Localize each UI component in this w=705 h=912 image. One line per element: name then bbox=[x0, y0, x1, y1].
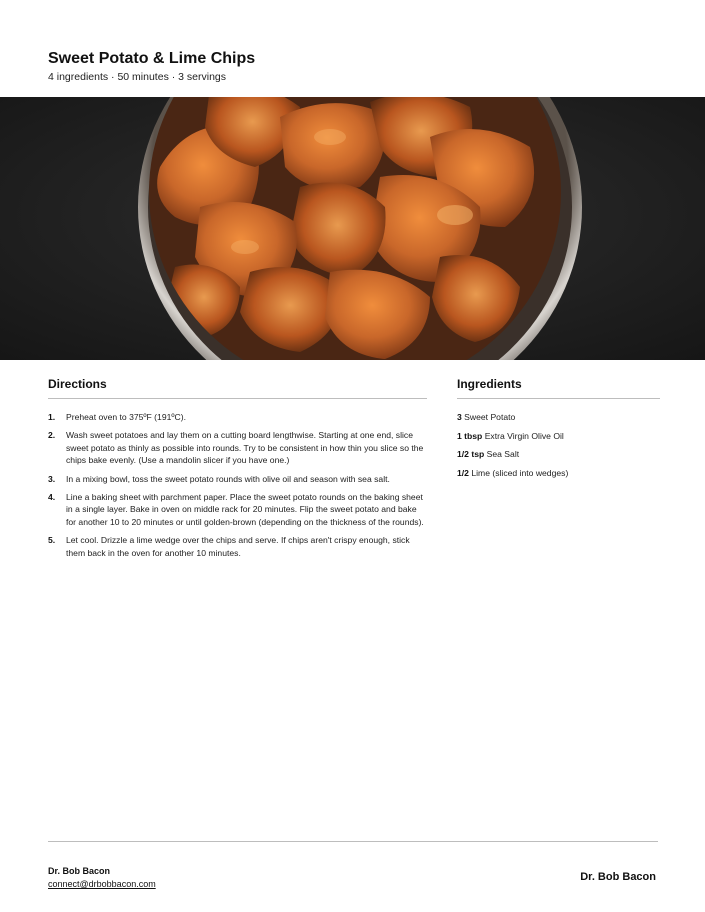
ingredients-list bbox=[457, 411, 660, 479]
directions-section bbox=[48, 377, 427, 565]
recipe-title: Sweet Potato & Lime Chips bbox=[48, 50, 256, 67]
ingredient-item bbox=[457, 448, 660, 460]
ingredient-name: Lime (sliced into wedges) bbox=[471, 467, 569, 478]
ingredient-item bbox=[457, 467, 660, 479]
ingredient-quantity: 1/2 tsp bbox=[457, 449, 485, 459]
ingredient-quantity: 1/2 bbox=[457, 467, 469, 478]
directions-list bbox=[48, 411, 427, 559]
ingredient-name: Sea Salt bbox=[486, 449, 520, 459]
step-text: Line a baking sheet with parchment paper. Place the sweet potato rounds on the baking sheet in a single layer. Bake in oven on middle rack for 20 minutes. Flip the sweet potato and bake for another 10 to 20 minutes or until golden-brown (depending on the thickness of the rounds). bbox=[66, 492, 424, 527]
ingredients-heading: Ingredients bbox=[457, 377, 522, 391]
ingredient-item bbox=[457, 411, 660, 423]
step-text: Preheat oven to 375ºF (191ºC). bbox=[66, 412, 186, 422]
ingredient-name: Extra Virgin Olive Oil bbox=[484, 430, 564, 441]
ingredient-quantity: 1 tbsp bbox=[457, 430, 483, 441]
footer-divider bbox=[48, 841, 658, 842]
direction-step bbox=[48, 429, 427, 466]
step-number: 2. bbox=[48, 430, 56, 441]
ingredients-divider bbox=[457, 398, 660, 399]
step-number: 4. bbox=[48, 492, 56, 503]
directions-heading: Directions bbox=[48, 377, 107, 391]
step-number: 3. bbox=[48, 473, 56, 484]
footer-email-link[interactable]: connect@drbobbacon.com bbox=[48, 879, 156, 889]
ingredient-item bbox=[457, 430, 660, 442]
step-text: Wash sweet potatoes and lay them on a cutting board lengthwise. Starting at one end, slice sweet potato as thinly as possible into rounds. Try to be consistent in how thin you slice so the chips bake evenly. (Use a mandolin slicer if you have one.) bbox=[66, 430, 424, 466]
direction-step bbox=[48, 491, 427, 528]
direction-step bbox=[48, 473, 427, 485]
hero-photo bbox=[0, 97, 705, 360]
direction-step bbox=[48, 411, 427, 423]
step-text: Let cool. Drizzle a lime wedge over the chips and serve. If chips aren't crispy enough, stick them back in the oven for another 10 minutes. bbox=[66, 535, 410, 558]
footer-author-name: Dr. Bob Bacon bbox=[48, 866, 111, 876]
directions-divider bbox=[48, 398, 427, 399]
step-number: 1. bbox=[48, 412, 56, 422]
ingredient-quantity: 3 bbox=[457, 412, 462, 422]
ingredients-section bbox=[457, 377, 660, 485]
step-text: In a mixing bowl, toss the sweet potato rounds with olive oil and season with sea salt. bbox=[66, 473, 390, 484]
ingredient-name: Sweet Potato bbox=[464, 412, 516, 422]
footer-brand: Dr. Bob Bacon bbox=[580, 871, 656, 883]
direction-step bbox=[48, 534, 427, 559]
step-number: 5. bbox=[48, 535, 56, 546]
sweet-potato-chips-bowl-image bbox=[0, 97, 705, 360]
recipe-meta: 4 ingredients · 50 minutes · 3 servings bbox=[48, 71, 227, 83]
